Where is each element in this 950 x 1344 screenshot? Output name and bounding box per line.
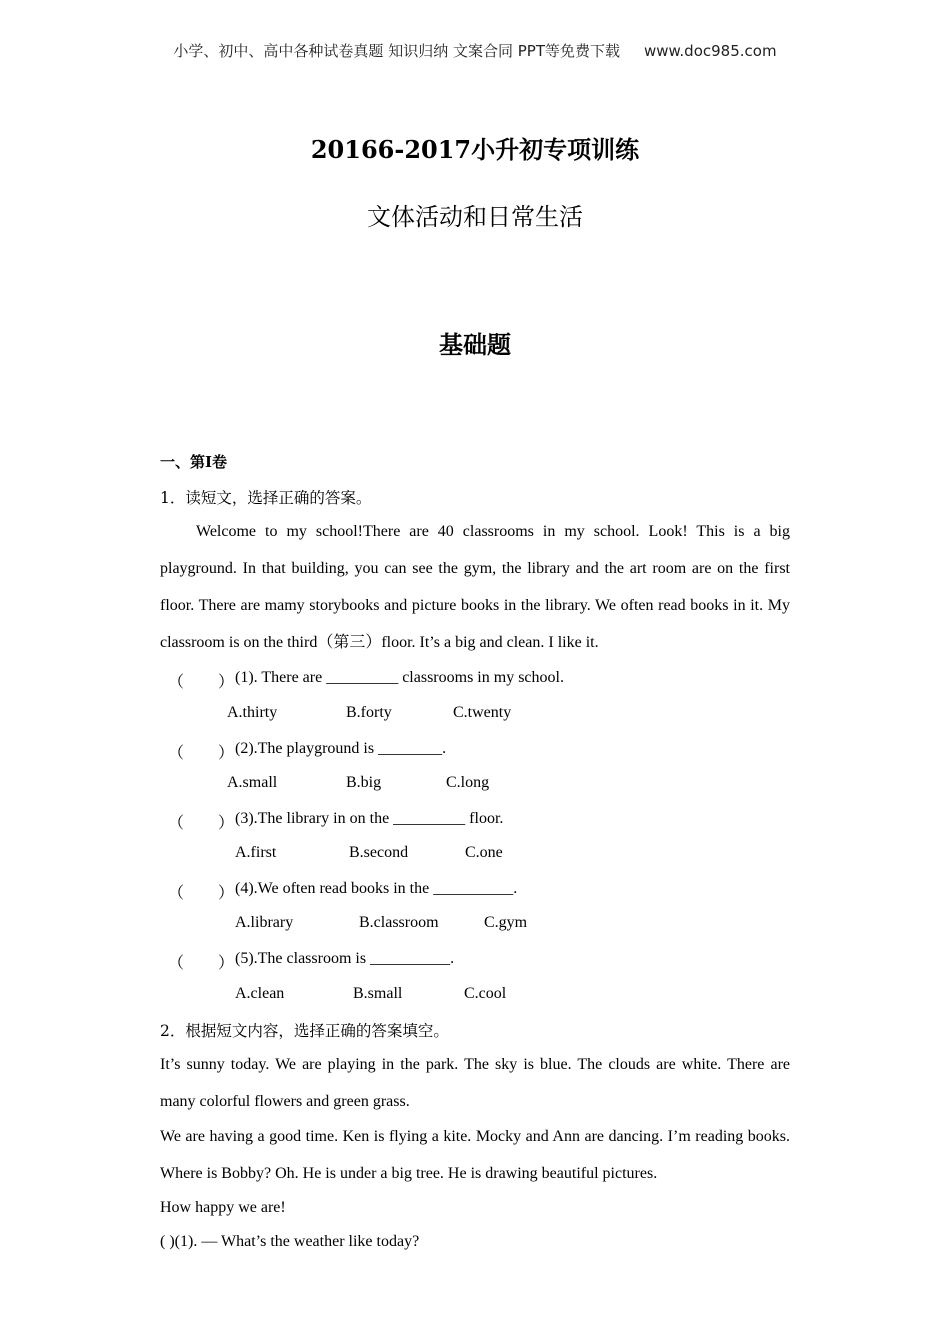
option-b: B.second [349,844,409,861]
option-b: B.forty [346,704,392,721]
doc-subtitle: 文体活动和日常生活 [367,203,583,231]
answer-blank-open: （ [168,745,185,762]
option-b: B.big [346,774,382,791]
question-2-paragraph: It’s sunny today. We are playing in the park. The sky is blue. The clouds are white. There are many colorful flowers and green grass. [160,1056,790,1110]
question-text: (2).The playground is ________. [235,740,447,757]
option-c: C.twenty [453,704,512,721]
section-heading: 一、第I卷 [160,453,228,471]
question-text: (1). There are _________ classrooms in my school. [235,669,564,686]
header-text: 小学、初中、高中各种试卷真题 知识归纳 文案合同 PPT等免费下载 [173,42,620,60]
question-text: (4).We often read books in the __________. [235,880,518,897]
question-1-title: 1．读短文，选择正确的答案。 [160,489,372,507]
question-2-paragraph: How happy we are! [160,1199,286,1216]
answer-blank-open: （ [168,885,185,902]
option-a: A.thirty [227,704,278,721]
option-a: A.clean [235,985,285,1002]
option-b: B.small [353,985,403,1002]
answer-blank-open: （ [168,955,185,972]
answer-blank-close: ） [218,815,235,832]
page-header [0,40,950,61]
question-2-item: ( )(1). — What’s the weather like today? [160,1233,420,1250]
question-text: (3).The library in on the _________ floor. [235,810,504,827]
option-c: C.cool [464,985,507,1002]
doc-title: 20166-2017小升初专项训练 [310,135,640,164]
question-2-title: 2．根据短文内容，选择正确的答案填空。 [160,1022,449,1040]
answer-blank-close: ） [218,745,235,762]
answer-blank-close: ） [218,674,235,691]
answer-blank-open: （ [168,815,185,832]
question-text: (5).The classroom is __________. [235,950,455,967]
option-a: A.first [235,844,277,861]
option-a: A.library [235,914,294,931]
question-2-paragraph: We are having a good time. Ken is flying a kite. Mocky and Ann are dancing. I’m reading books. Where is Bobby? Oh. He is under a big tree. He is drawing beautiful pictures. [160,1128,790,1182]
answer-blank-close: ） [218,885,235,902]
option-c: C.gym [484,914,528,931]
option-a: A.small [227,774,278,791]
question-1-passage: Welcome to my school!There are 40 classrooms in my school. Look! This is a big playground. In that building, you can see the gym, the library and the art room are on the first floor. There are mamy storybooks and picture books in the library. We often read books in it. My classroom is on the third（第三）floor. It’s a big and clean. I like it. [160,523,790,651]
option-c: C.one [465,844,503,861]
answer-blank-open: （ [168,674,185,691]
option-b: B.classroom [359,914,439,931]
level-heading: 基础题 [439,330,511,359]
option-c: C.long [446,774,490,791]
header-url[interactable]: www.doc985.com [643,42,777,60]
answer-blank-close: ） [218,955,235,972]
